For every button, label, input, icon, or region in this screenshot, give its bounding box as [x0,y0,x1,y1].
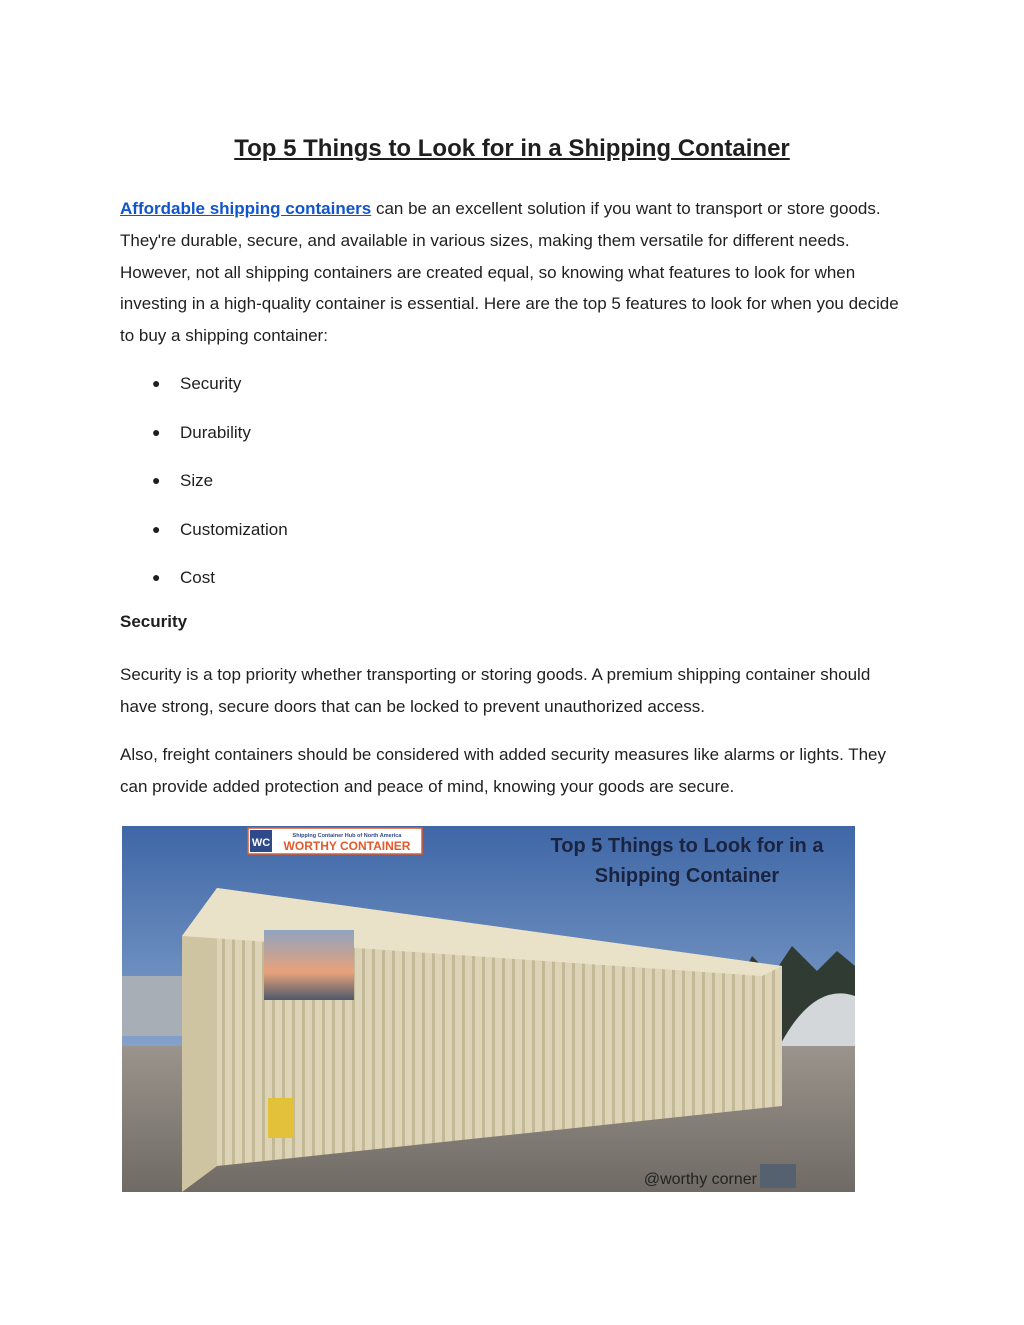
list-item: ● Cost [120,562,288,611]
affordable-containers-link[interactable]: Affordable shipping containers [120,199,372,218]
logo-name: WORTHY CONTAINER [283,839,411,853]
image-headline-line1: Top 5 Things to Look for in a [550,835,824,857]
bullet-icon: ● [152,520,161,537]
bullet-icon: ● [152,472,161,488]
image-headline-line2: Shipping Container [594,865,780,887]
security-paragraph-2: Also, freight containers should be considered with added security measures like alarms or lights. They can provide added protection and peace of mind, knowing your goods are secure. [120,745,887,796]
page-title: Top 5 Things to Look for in a Shipping Container [234,135,790,162]
list-item: ● Durability [120,417,288,466]
security-paragraph-1: Security is a top priority whether transporting or storing goods. A premium shipping container should have strong, secure doors that can be locked to prevent unauthorized access. [120,665,871,716]
list-item: ● Security [120,368,288,417]
security-heading: Security [120,612,188,631]
watermark-icon [760,1164,796,1188]
logo-tagline: Shipping Container Hub of North America [292,833,402,839]
feature-list [120,368,288,611]
intro-text: can be an excellent solution if you want to transport or store goods. They're durable, secure, and available in various sizes, making them versatile for different needs. However, not all shipping containers are created equal, so knowing what features to look for when investing in a high-quality container is essential. Here are the top 5 features to look for when you decide to buy a shipping container: [120,199,899,346]
bullet-icon: ● [152,375,161,391]
background-buildings [122,976,192,1036]
watermark: @worthy corner [643,1171,757,1188]
list-item: ● Customization [120,514,288,563]
logo-initials: WC [251,837,271,849]
intro-paragraph [120,193,900,352]
bullet-icon: ● [152,423,161,440]
caution-label [268,1098,294,1138]
hero-image [122,826,855,1192]
list-item: ● Size [120,465,288,514]
port-photo [264,930,354,1000]
bullet-icon: ● [152,569,161,585]
